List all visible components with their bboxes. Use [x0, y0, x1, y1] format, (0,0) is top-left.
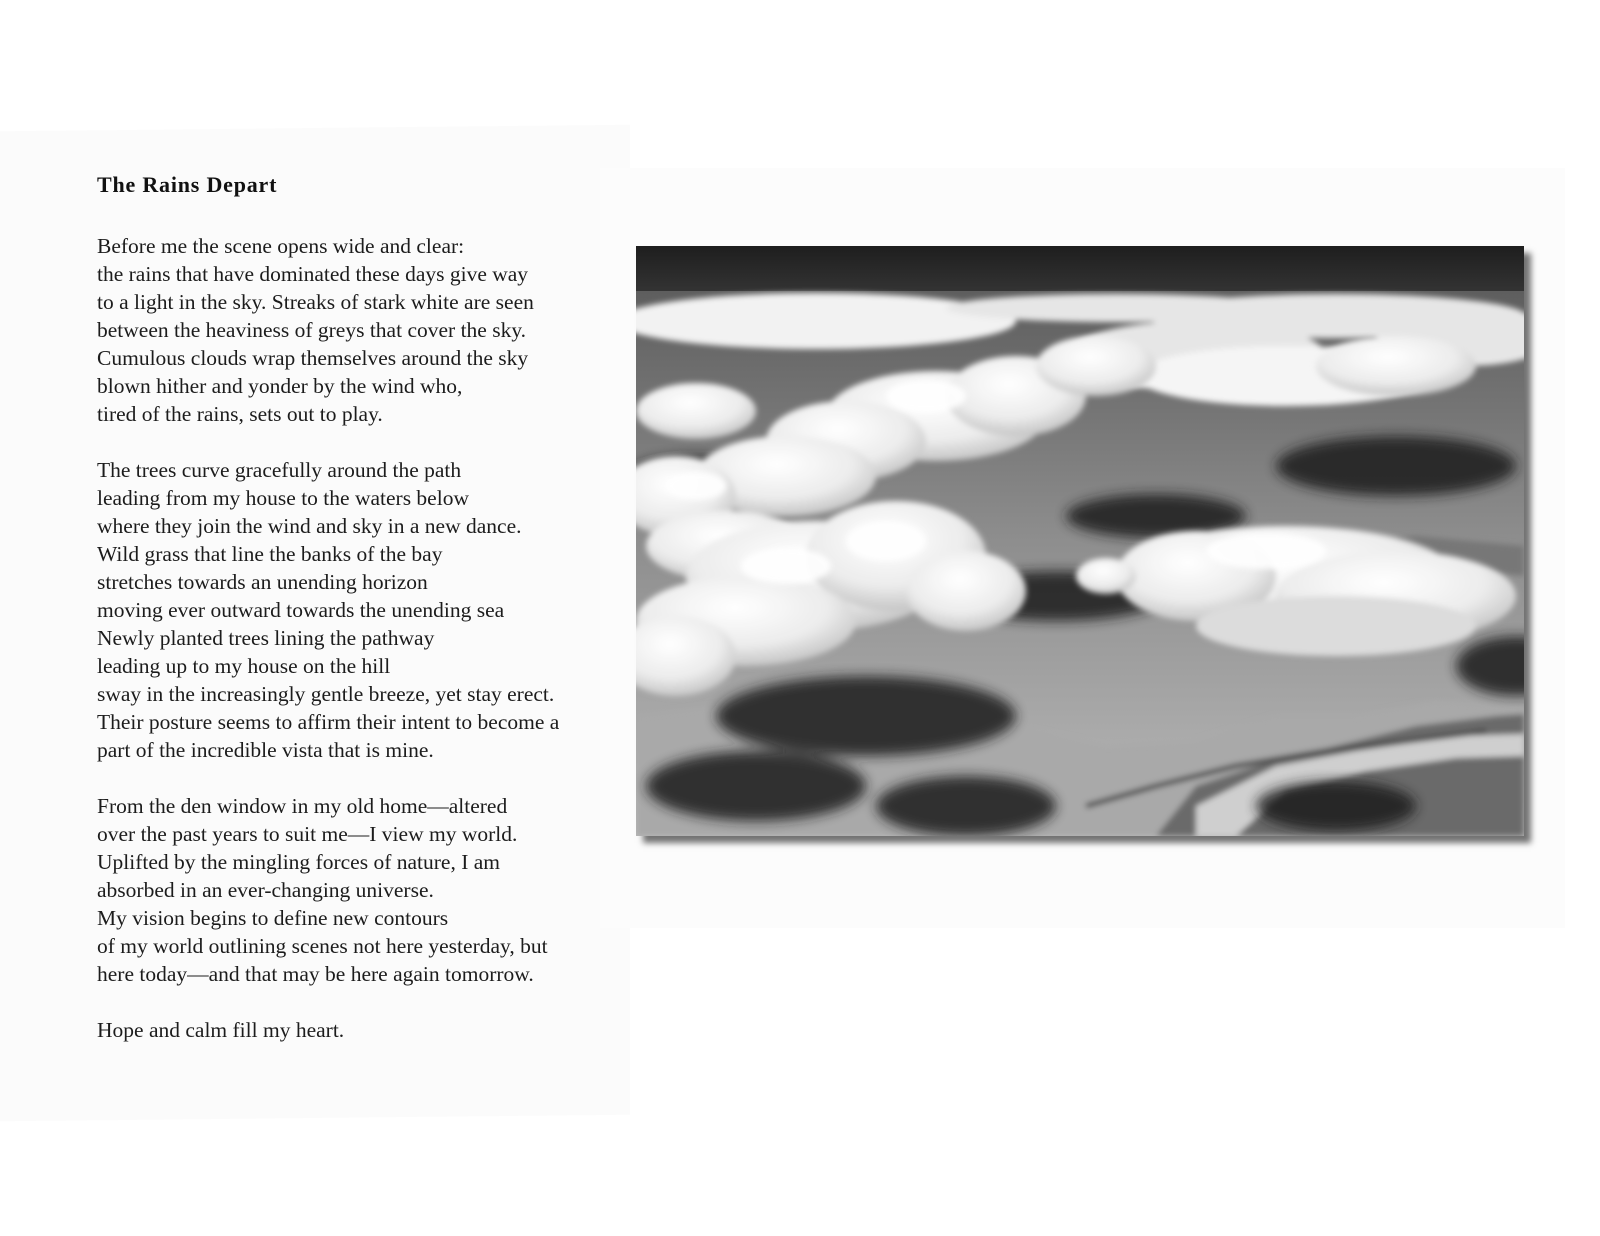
poem-line: sway in the increasingly gentle breeze, yet stay erect. — [97, 682, 555, 706]
poem-line: My vision begins to define new contours — [97, 906, 449, 930]
poem-line: Newly planted trees lining the pathway — [97, 626, 435, 650]
poem-line: Hope and calm fill my heart. — [97, 1018, 345, 1042]
poem-line: blown hither and yonder by the wind who, — [97, 374, 463, 398]
poem-line: leading up to my house on the hill — [97, 654, 391, 678]
poem-line: From the den window in my old home—altered — [97, 794, 508, 818]
spacer — [97, 428, 637, 456]
poem-line: of my world outlining scenes not here yesterday, but — [97, 934, 548, 958]
poem-line: Before me the scene opens wide and clear: — [97, 234, 465, 258]
poem-line: where they join the wind and sky in a new dance. — [97, 514, 522, 538]
poem-line: tired of the rains, sets out to play. — [97, 402, 383, 426]
poem-line: leading from my house to the waters below — [97, 486, 469, 510]
poem-line: between the heaviness of greys that cover the sky. — [97, 318, 527, 342]
poem-line: Their posture seems to affirm their intent to become a — [97, 710, 560, 734]
spacer — [97, 200, 637, 232]
poem — [97, 170, 637, 1044]
stanza-2 — [97, 456, 637, 764]
poem-line: absorbed in an ever-changing universe. — [97, 878, 434, 902]
landscape-photo — [636, 246, 1524, 836]
poem-line: Cumulous clouds wrap themselves around the sky — [97, 346, 529, 370]
stanza-1 — [97, 232, 637, 428]
spacer — [97, 764, 637, 792]
poem-line: moving ever outward towards the unending sea — [97, 598, 505, 622]
poem-line: part of the incredible vista that is mine. — [97, 738, 434, 762]
poem-line: Wild grass that line the banks of the bay — [97, 542, 443, 566]
poem-line: stretches towards an unending horizon — [97, 570, 428, 594]
clouds-over-canyon-image — [636, 246, 1524, 836]
stanza-3 — [97, 792, 637, 988]
spacer — [97, 988, 637, 1016]
poem-title: The Rains Depart — [97, 172, 278, 197]
poem-line: Uplifted by the mingling forces of nature, I am — [97, 850, 501, 874]
poem-line: the rains that have dominated these days give way — [97, 262, 529, 286]
poem-line: here today—and that may be here again tomorrow. — [97, 962, 534, 986]
poem-line: over the past years to suit me—I view my world. — [97, 822, 518, 846]
stanza-4 — [97, 1016, 637, 1044]
poem-line: The trees curve gracefully around the path — [97, 458, 462, 482]
poem-line: to a light in the sky. Streaks of stark white are seen — [97, 290, 534, 314]
